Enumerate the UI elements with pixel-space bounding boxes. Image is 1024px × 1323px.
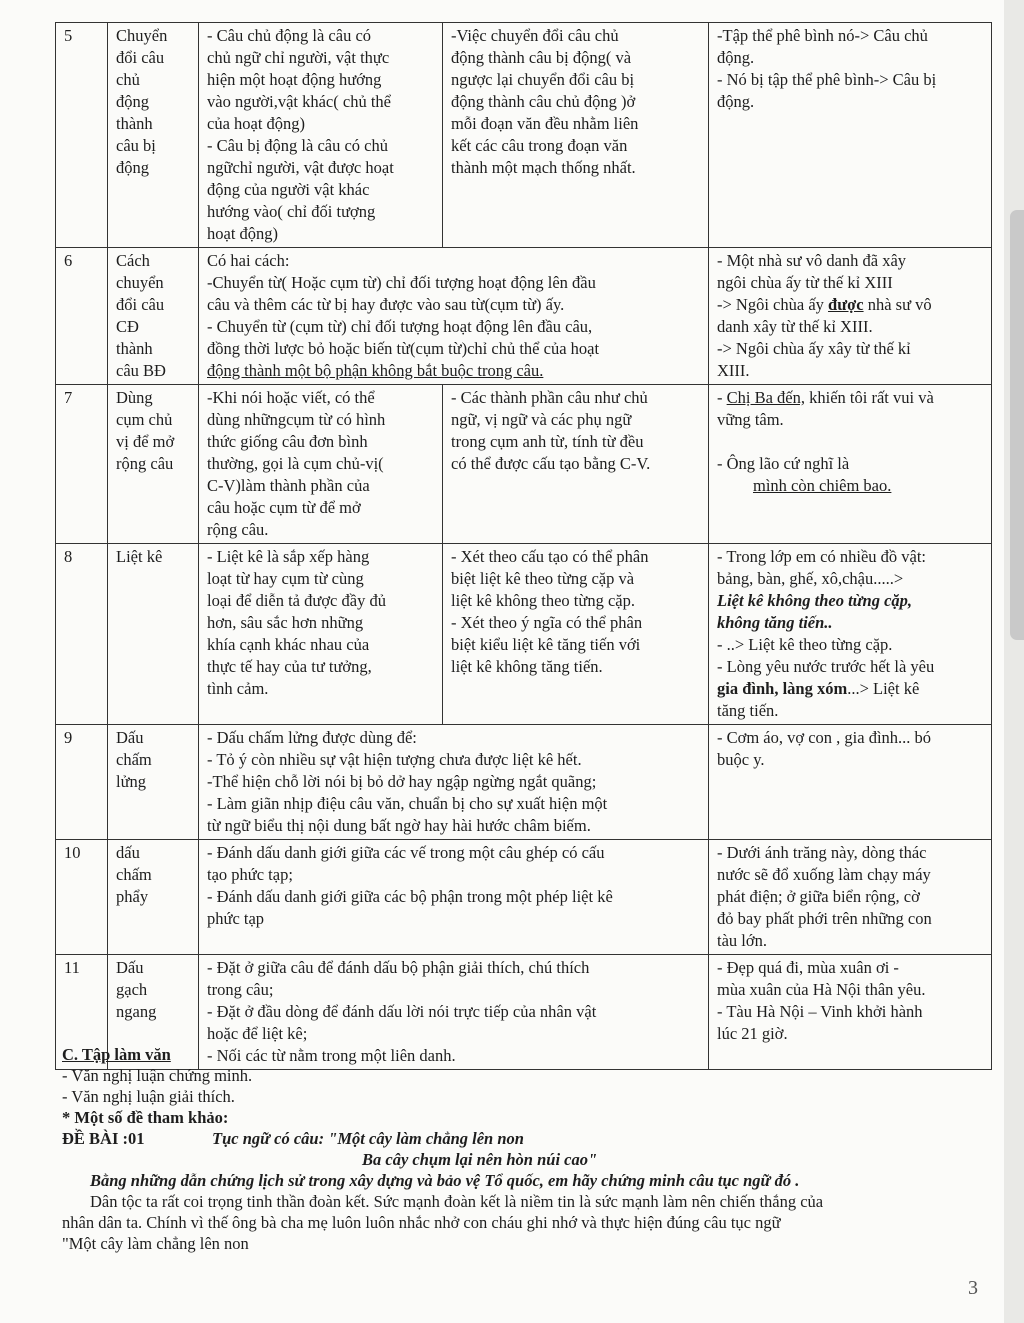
notes-line: động thành câu chủ động )ở [451,92,636,111]
definition-line: câu và thêm các từ bị hay được vào sau từ(cụm từ) ấy. [207,295,565,314]
essay-paragraph-line: Dân tộc ta rất coi trọng tinh thần đoàn kết. Sức mạnh đoàn kết là niềm tin là sức mạnh làm nên chiến thắng của [90,1192,824,1211]
table-row [56,23,992,248]
definition-line: thực tế hay của tư tưởng, [207,657,372,676]
example-line: Liệt kê không theo từng cặp, [717,591,913,610]
example-line [717,431,984,453]
example-line [717,294,984,316]
example-text: - [717,388,727,407]
definition-line: thức giống câu đơn bình [207,432,368,451]
topic-line: thành [116,114,153,133]
definition-line: động của người vật khác [207,180,370,199]
example-line: - ..> Liệt kê theo từng cặp. [717,635,893,654]
definition-line: khía cạnh khác nhau của [207,635,370,654]
example-line: - Đẹp quá đi, mùa xuân ơi - [717,958,899,977]
row-number: 7 [56,385,108,544]
example-line: đỏ bay phất phới trên những con [717,909,932,928]
example-line: không tăng tiến.. [717,613,833,632]
example-line: - Dưới ánh trăng này, dòng thác [717,843,927,862]
proverb-line: Tục ngữ có câu: "Một cây làm chẳng lên non [212,1129,524,1148]
definition-line: hoạt động) [207,224,279,243]
example-line [717,387,984,409]
scrollbar-edge [1010,210,1024,640]
definition-line: - Câu chủ động là câu có [207,26,372,45]
row-number: 6 [56,248,108,385]
notes-line: kết các câu trong đoạn văn [451,136,628,155]
row-example [709,248,992,385]
example-line: - Tàu Hà Nội – Vinh khởi hành [717,1002,923,1021]
definition-line: - Chuyển từ (cụm từ) chỉ đối tượng hoạt động lên đầu câu, [207,317,593,336]
essay-paragraph-line: nhân dân ta. Chính vì thế ông bà cha mẹ luôn luôn nhắc nhở con cháu ghi nhớ và thực hiện đúng câu tục ngữ [62,1213,781,1232]
topic-line: thành [116,339,153,358]
topic-line: chấm [116,865,152,884]
notes-line: liệt kê không tăng tiến. [451,657,603,676]
definition-line: ngữchỉ người, vật được hoạt [207,158,394,177]
definition-line: - Đánh dấu danh giới giữa các vế trong một câu ghép có cấu [207,843,605,862]
definition-line: động thành một bộ phận không bắt buộc trong câu. [207,361,544,380]
row-notes [443,544,709,725]
notes-line: - Xét theo ý ngĩa có thể phân [451,613,643,632]
topic-line: gạch [116,980,148,999]
topic-line: động [116,92,149,111]
essay-paragraph-line: "Một cây làm chẳng lên non [62,1234,249,1253]
topic-line: CĐ [116,317,139,336]
row-definition [199,385,443,544]
notes-line: trong cụm anh từ, tính từ đều [451,432,644,451]
row-definition [199,23,443,248]
row-notes [443,23,709,248]
topic-line: chuyển [116,273,164,292]
example-text: ...> Liệt kê [847,679,920,698]
exam-label: ĐỀ BÀI :01 [62,1129,145,1148]
definition-line: loại để diễn tả được đầy đủ [207,591,386,610]
definition-line: tình cảm. [207,679,269,698]
definition-line: - Đánh dấu danh giới giữa các bộ phận trong một phép liệt kê [207,887,613,906]
notes-line: có thể được cấu tạo bằng C-V. [451,454,651,473]
definition-line: - Dấu chấm lửng được dùng để: [207,728,417,747]
topic-line: rộng câu [116,454,174,473]
essay-type-item: - Văn nghị luận giải thích. [62,1087,235,1106]
example-line: bảng, bàn, ghế, xô,chậu.....> [717,569,904,588]
example-line: - Trong lớp em có nhiều đồ vật: [717,547,927,566]
row-number: 9 [56,725,108,840]
definition-line: Có hai cách: [207,251,290,270]
definition-line: - Đặt ở giữa câu để đánh dấu bộ phận giải thích, chú thích [207,958,590,977]
definition-line: câu hoặc cụm từ để mở [207,498,361,517]
topic-line: cụm chủ [116,410,173,429]
definition-line: C-V)làm thành phần của [207,476,370,495]
topic-line: Cách [116,251,150,270]
definition-line: phức tạp [207,909,265,928]
notes-line: biệt liệt kê theo từng cặp và [451,569,635,588]
definition-line: hướng vào( chỉ đối tượng [207,202,376,221]
example-line: động. [717,48,755,67]
definition-line: trong câu; [207,980,274,999]
notes-line: -Việc chuyển đổi câu chủ [451,26,619,45]
example-line: mình còn chiêm bao. [753,476,892,495]
definition-line: - Câu bị động là câu có chủ [207,136,388,155]
table-row [56,544,992,725]
topic-line: ngang [116,1002,157,1021]
definition-line: đồng thời lược bỏ hoặc biến từ(cụm từ)chỉ chủ thể của hoạt [207,339,600,358]
table-row [56,385,992,544]
example-line: mùa xuân của Hà Nội thân yêu. [717,980,926,999]
table-row [56,725,992,840]
definition-line: - Làm giãn nhịp điệu câu văn, chuẩn bị cho sự xuất hiện một [207,794,608,813]
example-line: buộc y. [717,750,765,769]
example-emphasis: gia đình, làng xóm [717,679,848,698]
example-line: phát điện; ở giữa biển rộng, cờ [717,887,920,906]
notes-line: thành một mạch thống nhất. [451,158,636,177]
topic-line: đổi câu [116,295,165,314]
row-number: 10 [56,840,108,955]
example-line: danh xây từ thế kỉ XIII. [717,317,873,336]
definition-line: chủ ngữ chỉ người, vật thực [207,48,390,67]
definition-line: -Thể hiện chỗ lời nói bị bỏ dở hay ngập ngừng ngắt quãng; [207,772,597,791]
example-underlined: Chị Ba đến, [726,388,805,407]
topic-line: lửng [116,772,147,791]
notes-line: mỗi đoạn văn đều nhằm liên [451,114,639,133]
definition-line: vào người,vật khác( chủ thể [207,92,391,111]
definition-line: -Khi nói hoặc viết, có thể [207,388,375,407]
grammar-table [55,22,992,1070]
notes-line: biệt kiểu liệt kê tăng tiến với [451,635,641,654]
example-text: nhà sư vô [863,295,932,314]
definition-line: của hoạt động) [207,114,306,133]
row-number: 11 [56,955,108,1070]
row-example [709,23,992,248]
row-definition [199,248,709,385]
row-topic [108,248,199,385]
row-topic [108,385,199,544]
row-example [709,385,992,544]
reference-title: * Một số đề tham khảo: [62,1108,229,1127]
example-line: -Tập thể phê bình nó-> Câu chủ [717,26,928,45]
definition-line: - Tỏ ý còn nhiều sự vật hiện tượng chưa được liệt kê hết. [207,750,582,769]
example-line: - Lòng yêu nước trước hết là yêu [717,657,935,676]
topic-line: câu BĐ [116,361,166,380]
example-line: XIII. [717,361,750,380]
definition-line: - Nối các từ nằm trong một liên danh. [207,1046,456,1065]
topic-line: đổi câu [116,48,165,67]
row-example [709,840,992,955]
row-topic [108,725,199,840]
topic-line: Dấu [116,958,144,977]
table-row [56,840,992,955]
page-number: 3 [968,1277,978,1299]
topic-line: Dấu [116,728,144,747]
example-line [717,678,984,700]
exam-task: Bằng những dẫn chứng lịch sử trong xây dựng và bảo vệ Tổ quốc, em hãy chứng minh câu tục ngữ đó . [90,1171,800,1190]
definition-line: rộng câu. [207,520,269,539]
table-row [56,248,992,385]
notes-line: - Các thành phần câu như chủ [451,388,648,407]
topic-line: Chuyển [116,26,168,45]
notes-line: ngược lại chuyển đổi câu bị [451,70,635,89]
example-line: -> Ngôi chùa ấy xây từ thế kỉ [717,339,911,358]
example-line: lúc 21 giờ. [717,1024,788,1043]
row-definition [199,544,443,725]
topic-line: Liệt kê [116,547,163,566]
definition-line: thường, gọi là cụm chủ-vị( [207,454,384,473]
topic-line: động [116,158,149,177]
row-topic [108,840,199,955]
topic-line: dấu [116,843,140,862]
definition-line: hiện một hoạt động hướng [207,70,382,89]
section-title: C. Tập làm văn [62,1045,171,1064]
row-definition [199,840,709,955]
essay-section [62,1044,982,1254]
proverb-line: Ba cây chụm lại nên hòn núi cao" [362,1150,598,1169]
topic-line: Dùng [116,388,153,407]
row-definition [199,725,709,840]
example-line: tăng tiến. [717,701,779,720]
row-notes [443,385,709,544]
row-topic [108,544,199,725]
example-line: vững tâm. [717,410,784,429]
definition-line: dùng nhữngcụm từ có hình [207,410,386,429]
row-number: 8 [56,544,108,725]
topic-line: phẩy [116,887,149,906]
definition-line: từ ngữ biểu thị nội dung bất ngờ hay hài hước châm biếm. [207,816,591,835]
topic-line: chấm [116,750,152,769]
example-line: động. [717,92,755,111]
topic-line: vị để mở [116,432,175,451]
notes-line: động thành câu bị động( và [451,48,632,67]
example-text: khiến tôi rất vui và [805,388,934,407]
row-number: 5 [56,23,108,248]
row-example [709,725,992,840]
row-topic [108,23,199,248]
example-line: nước sẽ đổ xuống làm chạy máy [717,865,931,884]
definition-line: - Liệt kê là sắp xếp hàng [207,547,370,566]
definition-line: -Chuyển từ( Hoặc cụm từ) chỉ đối tượng hoạt động lên đầu [207,273,596,292]
topic-line: chủ [116,70,140,89]
exam-heading [62,1128,982,1149]
notes-line: ngữ, vị ngữ và các phụ ngữ [451,410,632,429]
topic-line: câu bị [116,136,156,155]
example-line: - Một nhà sư vô danh đã xây [717,251,907,270]
row-example [709,544,992,725]
example-line: - Nó bị tập thể phê bình-> Câu bị [717,70,937,89]
example-line: - Ông lão cứ nghĩ là [717,454,850,473]
definition-line: - Đặt ở đầu dòng để đánh dấu lời nói trực tiếp của nhân vật [207,1002,597,1021]
example-line: tàu lớn. [717,931,767,950]
example-line: ngôi chùa ấy từ thế kỉ XIII [717,273,893,292]
notes-line: liệt kê không theo từng cặp. [451,591,635,610]
essay-type-item: - Văn nghị luận chứng minh. [62,1066,253,1085]
example-emphasis: được [828,295,864,314]
example-text: -> Ngôi chùa ấy [717,295,829,314]
definition-line: loạt từ hay cụm từ cùng [207,569,364,588]
definition-line: tạo phức tạp; [207,865,293,884]
notes-line: - Xét theo cấu tạo có thể phân [451,547,649,566]
definition-line: hoặc để liệt kê; [207,1024,308,1043]
definition-line: hơn, sâu sắc hơn những [207,613,364,632]
example-line: - Cơm áo, vợ con , gia đình... bó [717,728,932,747]
